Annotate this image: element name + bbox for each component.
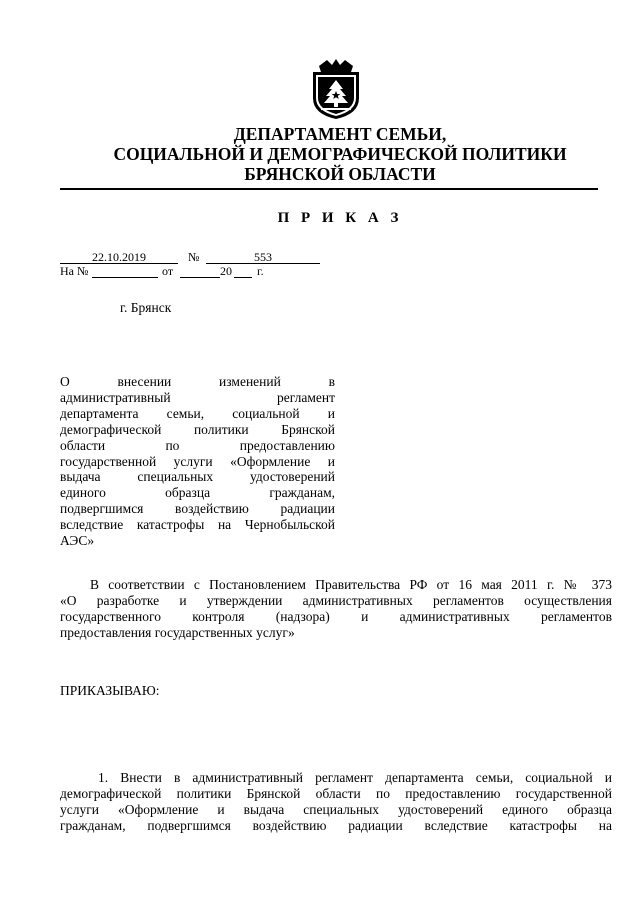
date-number-line bbox=[60, 250, 360, 264]
order-word: ПРИКАЗЫВАЮ: bbox=[60, 683, 160, 698]
department-name-line-1: ДЕПАРТАМЕНТ СЕМЬИ, bbox=[233, 124, 447, 144]
subject-line: департамента семьи, социальной и bbox=[60, 405, 335, 421]
ref-number-blank bbox=[92, 264, 158, 278]
ref-year-prefix: 20 bbox=[220, 264, 232, 278]
item-1-line: гражданам, подвергшимся воздействию радиации вследствие катастрофы на bbox=[60, 818, 612, 833]
ref-year-blank bbox=[234, 264, 252, 278]
subject-line: единого образца гражданам, bbox=[60, 485, 335, 501]
department-name-line-3: БРЯНСКОЙ ОБЛАСТИ bbox=[244, 164, 436, 184]
preamble-paragraph bbox=[60, 577, 612, 641]
preamble-line: предоставления государственных услуг» bbox=[60, 625, 295, 640]
order-number: 553 bbox=[206, 250, 320, 264]
item-1-line: 1. Внести в административный регламент департамента семьи, социальной и bbox=[98, 770, 612, 785]
item-1-paragraph bbox=[60, 770, 612, 834]
subject-line: административный регламент bbox=[60, 389, 335, 405]
preamble-line: государственного контроля (надзора) и административных регламентов bbox=[60, 609, 612, 624]
subject-line: области по предоставлению bbox=[60, 437, 335, 453]
preamble-line: В соответствии с Постановлением Правительства РФ от 16 мая 2011 г. № 373 bbox=[90, 577, 612, 592]
subject-line: государственной услуги «Оформление и bbox=[60, 453, 335, 469]
subject-line: О внесении изменений в bbox=[60, 374, 335, 389]
subject-line: АЭС» bbox=[60, 533, 95, 549]
subject-line: подвергшимся воздействию радиации bbox=[60, 501, 335, 517]
item-1-line: услуги «Оформление и выдача специальных удостоверений единого образца bbox=[60, 802, 612, 817]
document-title: П Р И К А З bbox=[277, 210, 403, 226]
order-date: 22.10.2019 bbox=[60, 250, 178, 264]
ref-year-suffix: г. bbox=[257, 264, 264, 278]
preamble-line: «О разработке и утверждении административных регламентов осуществления bbox=[60, 593, 612, 608]
order-subject bbox=[60, 374, 335, 549]
city: г. Брянск bbox=[120, 300, 172, 315]
subject-line: вследствие катастрофы на Чернобыльской bbox=[60, 517, 335, 533]
reference-line bbox=[60, 264, 360, 278]
subject-line: выдача специальных удостоверений bbox=[60, 469, 335, 485]
header-divider bbox=[60, 188, 598, 190]
coat-of-arms-icon bbox=[307, 58, 365, 120]
subject-line: демографической политики Брянской bbox=[60, 421, 335, 437]
ref-prefix: На № bbox=[60, 264, 89, 278]
number-sign: № bbox=[188, 250, 200, 264]
ref-date-blank bbox=[180, 264, 220, 278]
department-name-line-2: СОЦИАЛЬНОЙ И ДЕМОГРАФИЧЕСКОЙ ПОЛИТИКИ bbox=[113, 144, 567, 164]
ref-from: от bbox=[162, 264, 174, 278]
item-1-line: демографической политики Брянской области по предоставлению государственной bbox=[60, 786, 612, 801]
